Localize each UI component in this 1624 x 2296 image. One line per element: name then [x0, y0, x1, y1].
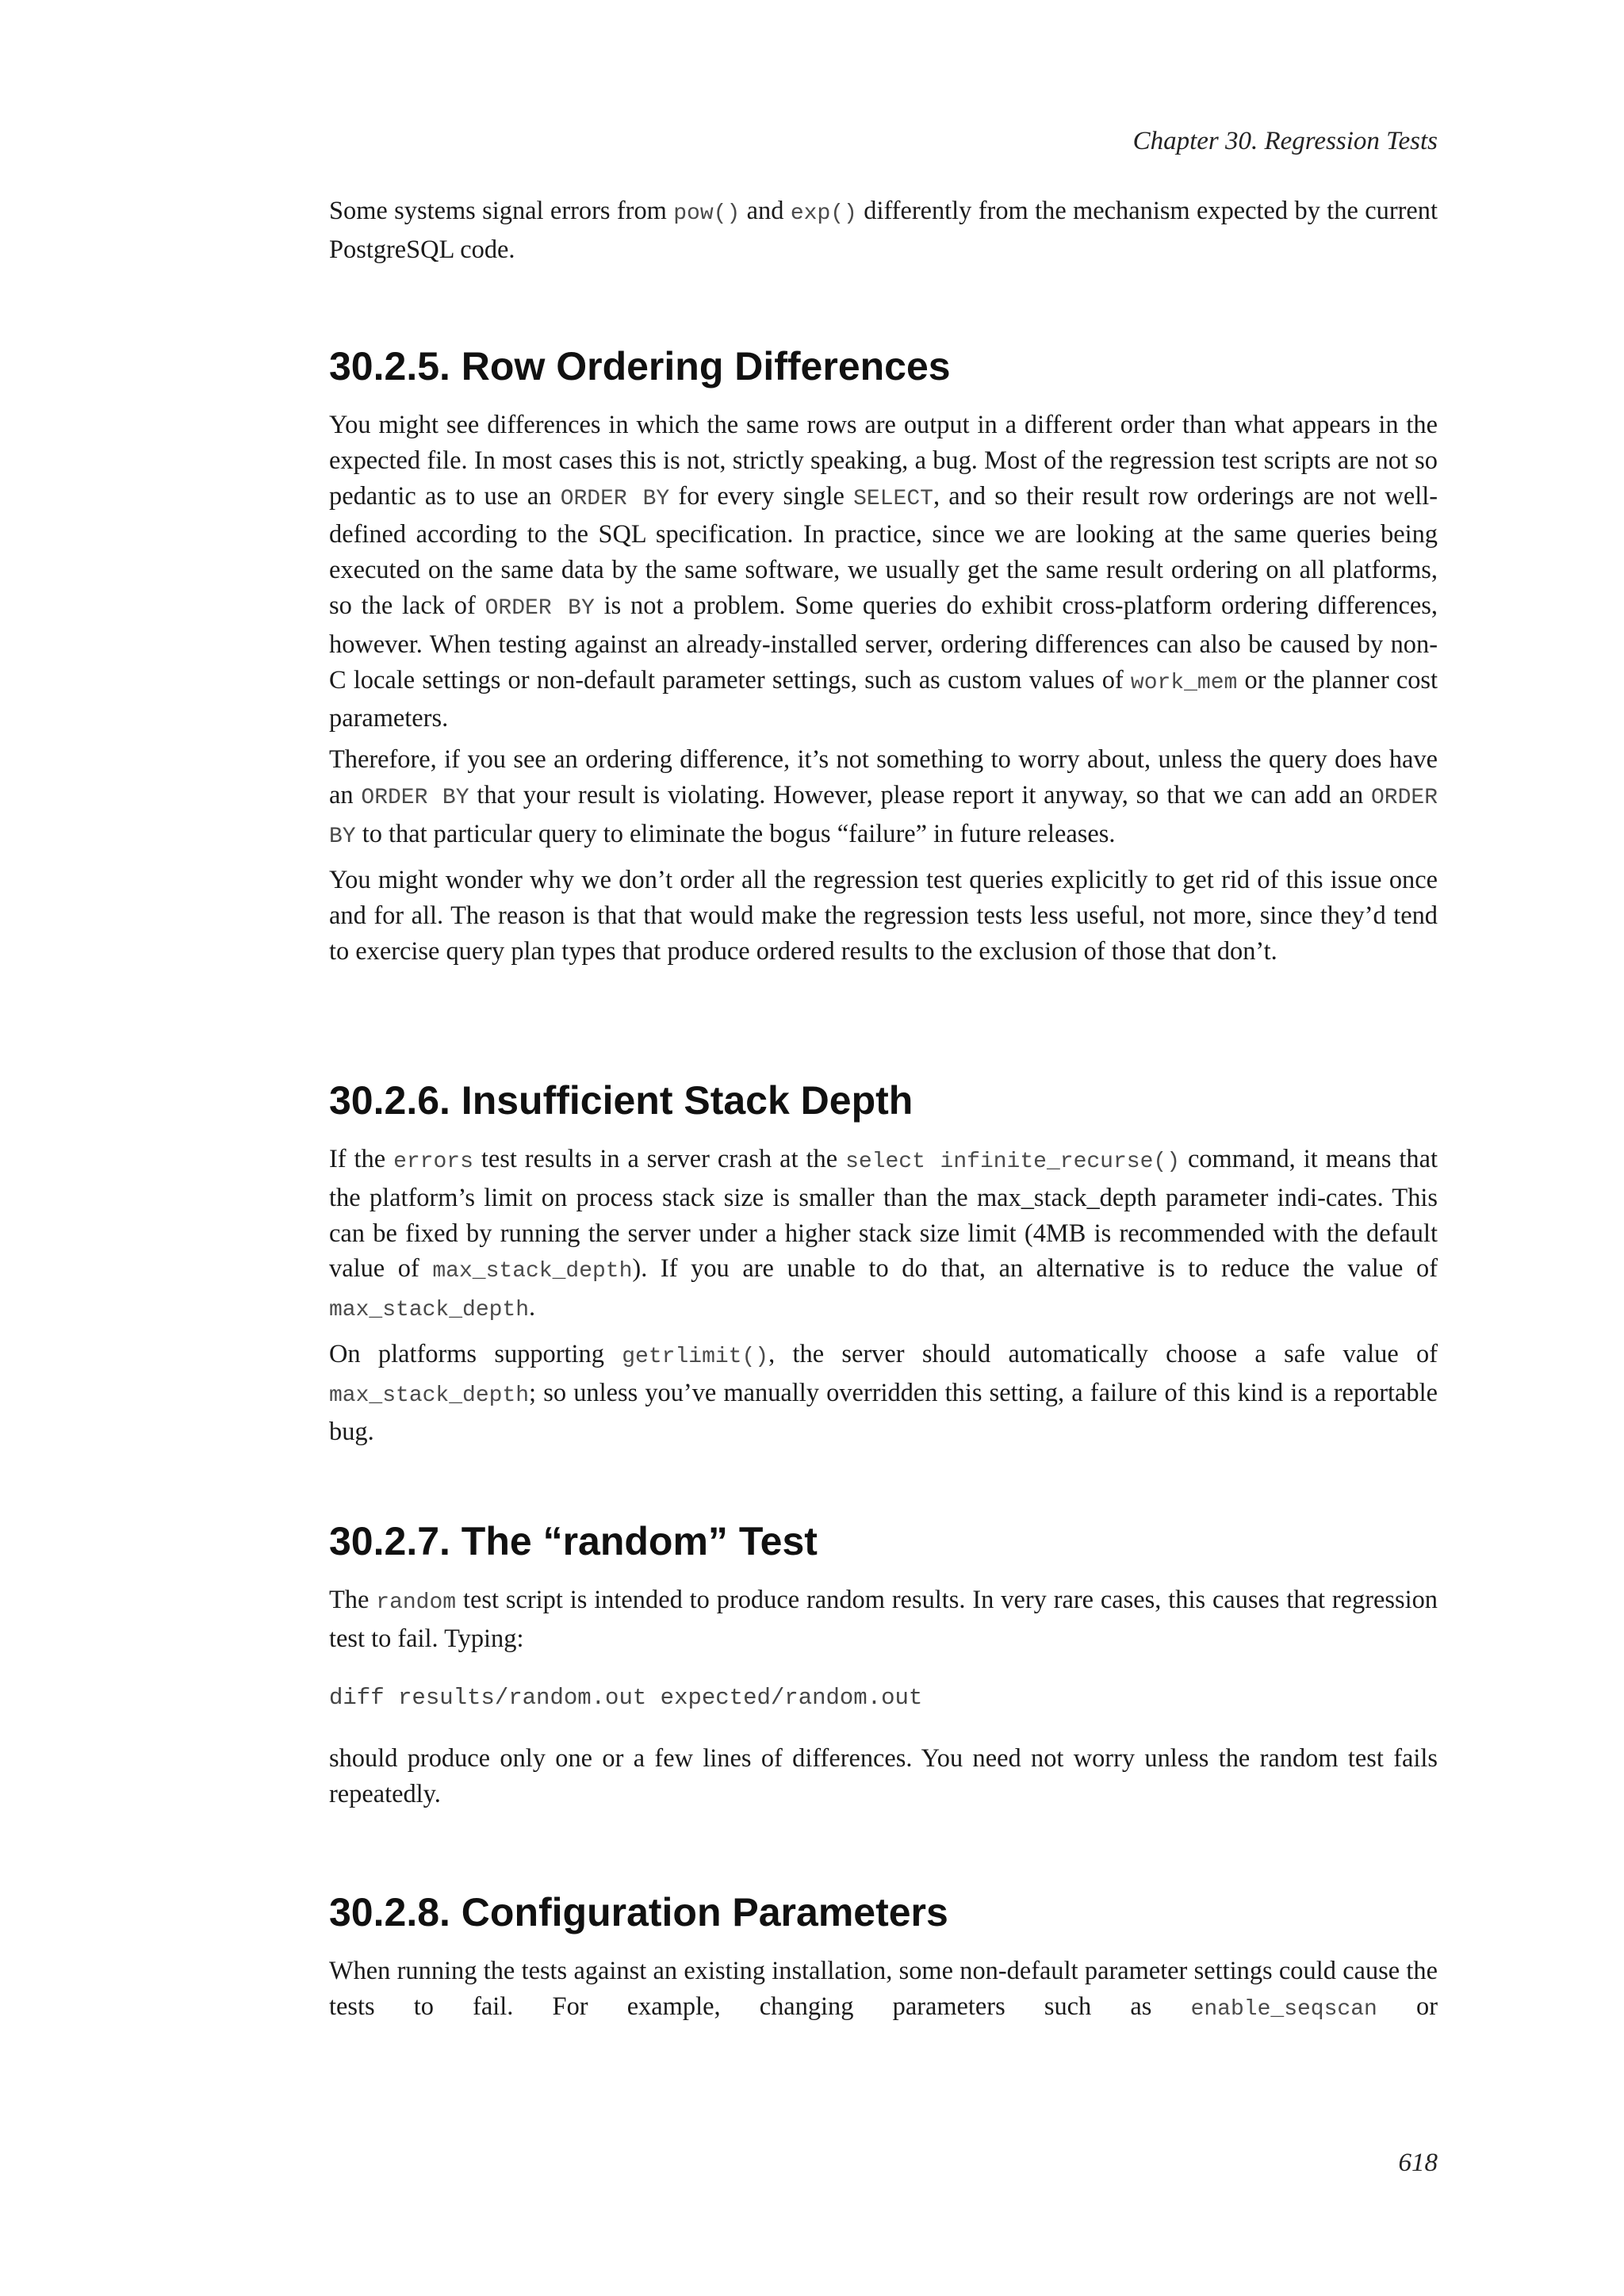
intro-paragraph: [329, 193, 1438, 268]
text-run: On platforms supporting: [329, 1340, 622, 1368]
paragraph-text: You might wonder why we don’t order all the regression test queries explicitly to get rid of this issue once and for all. The reason is that that would make the regression tests less useful, not more, since they’d tend to exercise query plan types that produce ordered results to the exclusion of those that don’t.: [329, 866, 1438, 966]
inline-code: ORDER BY: [329, 785, 1438, 849]
row-ordering-paragraph-1: [329, 408, 1438, 737]
inline-code: ORDER BY: [560, 486, 670, 511]
section-heading-stack-depth: 30.2.6. Insufficient Stack Depth: [329, 1078, 914, 1123]
inline-code: select infinite_recurse(): [845, 1150, 1180, 1174]
text-run: Therefore, if you see an ordering difference, it’s not something to worry about, unless the query does have an: [329, 745, 1438, 809]
inline-code: random: [376, 1590, 457, 1615]
inline-code: work_mem: [1130, 670, 1238, 695]
inline-code: max_stack_depth: [329, 1383, 530, 1408]
configuration-paragraph-1: [329, 1954, 1438, 2028]
text-run: or the planner cost parameters.: [329, 665, 1438, 733]
text-run: You might see differences in which the same rows are output in a different order than what appears in the expected file. In most cases this is not, strictly speaking, a bug. Most of the regression test scripts are not so pedantic as to use an: [329, 411, 1438, 511]
text-run: command, it means that the platform’s limit on process stack size is smaller than the max_stack_depth parameter indi-cates. This can be fixed by running the server under a higher stack size limit (4MB is recommended with the default value of: [329, 1145, 1438, 1284]
row-ordering-paragraph-3: [329, 863, 1438, 969]
inline-code: enable_seqscan: [1190, 1996, 1377, 2022]
random-test-paragraph-1: [329, 1582, 1438, 1657]
random-test-paragraph-2: [329, 1741, 1438, 1812]
text-run: When running the tests against an existing installation, some non-default parameter settings could cause the tests to fail. For example, changing parameters such as: [329, 1957, 1438, 2021]
stack-depth-paragraph-1: [329, 1142, 1438, 1329]
text-run: , and so their result row orderings are not well-defined according to the SQL specification. In practice, since we are looking at the same queries being executed on the same data by the same software, we usually get the same result ordering on all platforms, so the lack of: [329, 481, 1438, 620]
section-heading-configuration: 30.2.8. Configuration Parameters: [329, 1890, 948, 1934]
text-run: for every single: [669, 481, 854, 511]
stack-depth-paragraph-2: [329, 1337, 1438, 1449]
text-run: that your result is violating. However, please report it anyway, so that we can add an: [469, 780, 1371, 809]
text-run: ; so unless you’ve manually overridden this setting, a failure of this kind is a reportable bug.: [329, 1378, 1438, 1446]
inline-code: ORDER BY: [485, 595, 595, 621]
inline-code: SELECT: [853, 486, 933, 511]
text-run: .: [529, 1293, 536, 1322]
text-run: , the server should automatically choose a safe value of: [768, 1340, 1438, 1368]
section-heading-random-test: 30.2.7. The “random” Test: [329, 1519, 818, 1563]
text-run: is not a problem. Some queries do exhibit cross-platform ordering differences, however. When testing against an already-installed server, ordering differences can also be caused by non-C locale settings or non-default parameter settings, such as custom values of: [329, 591, 1438, 695]
text-run: ). If you are unable to do that, an alternative is to reduce the value of: [632, 1254, 1438, 1284]
inline-code: exp(): [790, 201, 857, 226]
running-header: Chapter 30. Regression Tests: [1132, 127, 1438, 155]
text-run: The: [329, 1586, 377, 1614]
code-example: [329, 1681, 1438, 1716]
inline-code: pow(): [673, 201, 741, 226]
text-run: or: [1377, 1992, 1438, 2021]
text-run: and: [740, 197, 791, 225]
inline-code: ORDER BY: [361, 785, 469, 810]
page-number: 618: [1398, 2149, 1438, 2177]
text-run: differently from the mechanism expected by the current PostgreSQL code.: [329, 197, 1438, 264]
text-run: Some systems signal errors from: [329, 197, 674, 225]
inline-code: getrlimit(): [622, 1345, 769, 1369]
code-block: diff results/random.out expected/random.out: [329, 1685, 923, 1711]
row-ordering-paragraph-2: [329, 742, 1438, 855]
text-run: to that particular query to eliminate the bogus “failure” in future releases.: [355, 819, 1116, 848]
paragraph-text: should produce only one or a few lines of differences. You need not worry unless the random test fails repeatedly.: [329, 1744, 1438, 1808]
inline-code: errors: [393, 1150, 473, 1174]
text-run: test results in a server crash at the: [473, 1145, 846, 1173]
section-heading-row-ordering: 30.2.5. Row Ordering Differences: [329, 344, 951, 388]
text-run: If the: [329, 1145, 394, 1173]
text-run: test script is intended to produce random results. In very rare cases, this causes that regression test to fail. Typing:: [329, 1586, 1438, 1653]
inline-code: max_stack_depth: [432, 1259, 633, 1284]
inline-code: max_stack_depth: [329, 1298, 530, 1323]
